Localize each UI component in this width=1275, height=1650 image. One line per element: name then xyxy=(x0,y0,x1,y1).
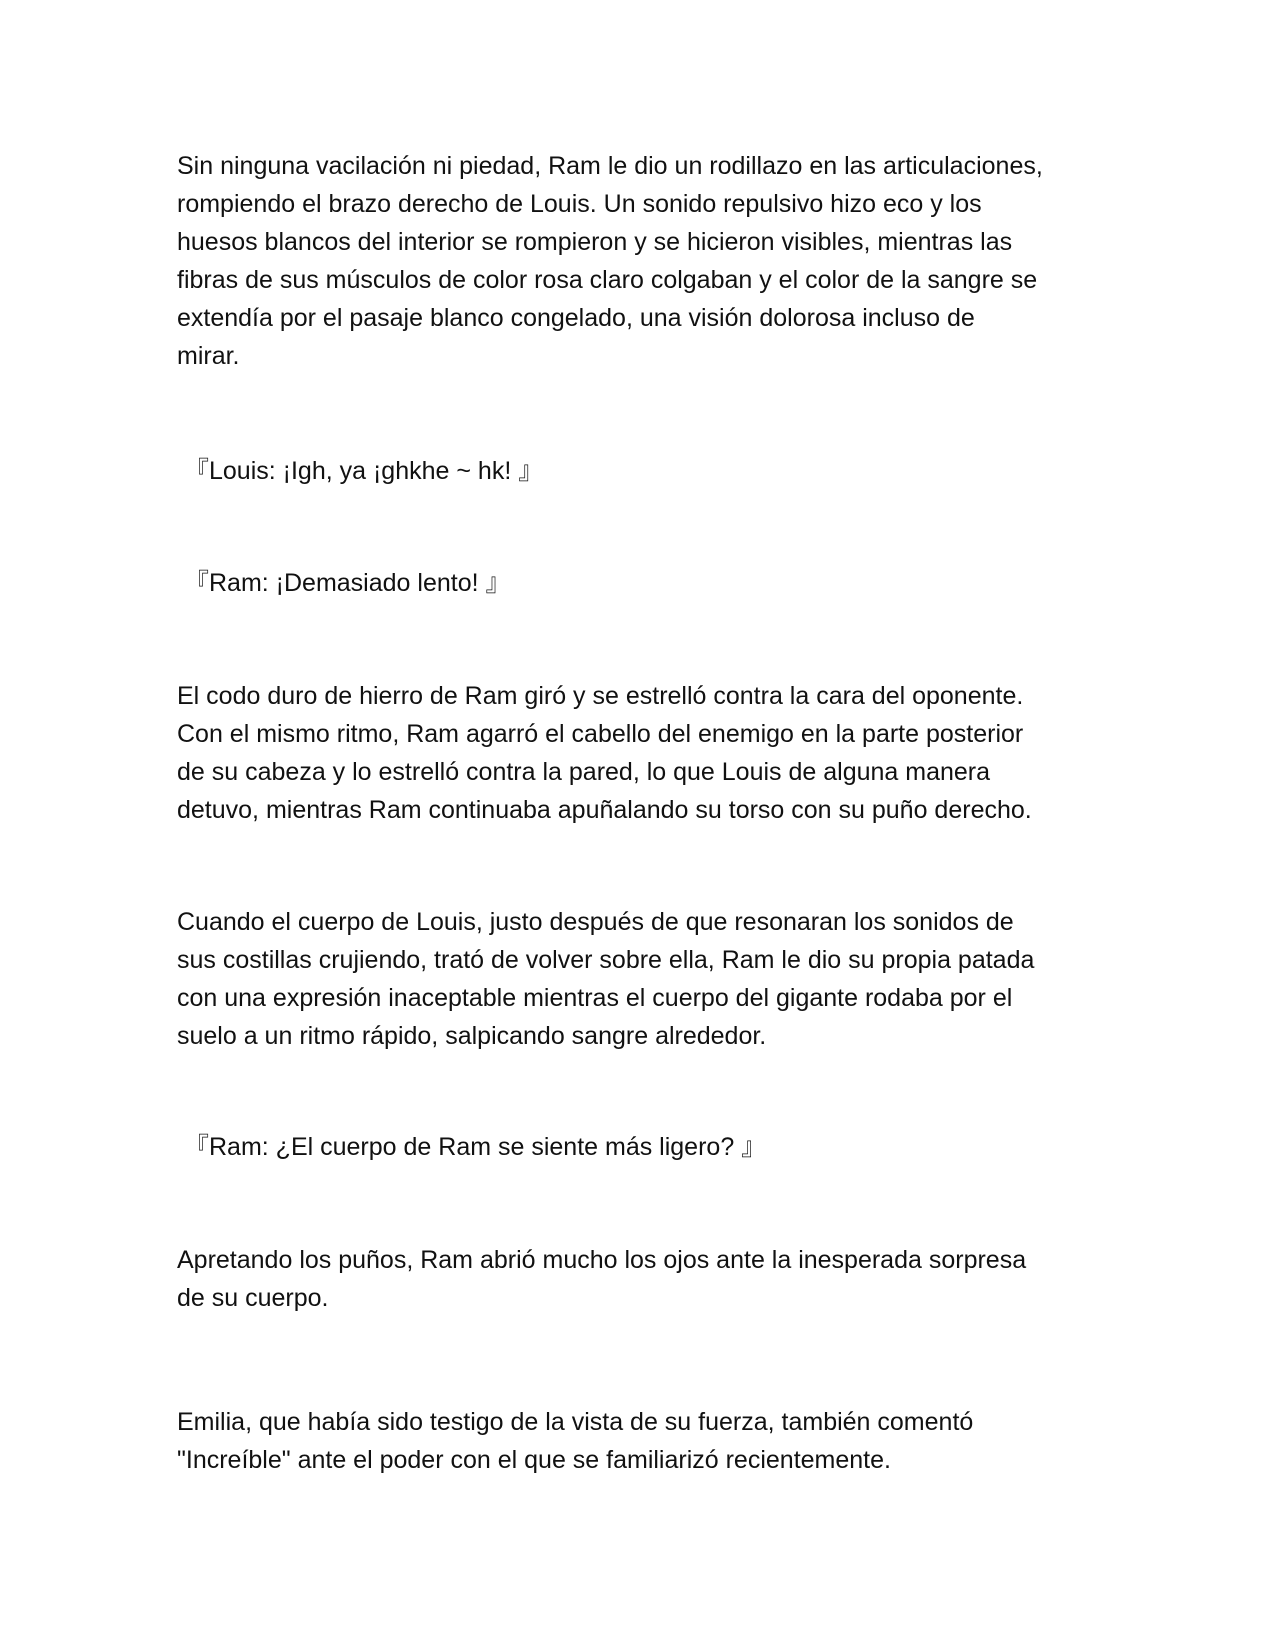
text-line: "Increíble" ante el poder con el que se familiarizó recientemente. xyxy=(177,1446,891,1474)
text-line: fibras de sus músculos de color rosa claro colgaban y el color de la sangre se xyxy=(177,266,1038,294)
paragraph-2 xyxy=(177,677,1107,829)
paragraph-1 xyxy=(177,147,1107,375)
text-line: Con el mismo ritmo, Ram agarró el cabello del enemigo en la parte posterior xyxy=(177,720,1024,748)
text-line: rompiendo el brazo derecho de Louis. Un sonido repulsivo hizo eco y los xyxy=(177,190,982,218)
dialogue-ram-2: 『Ram: ¿El cuerpo de Ram se siente más ligero? 』 xyxy=(184,1133,767,1161)
text-line: sus costillas crujiendo, trató de volver sobre ella, Ram le dio su propia patada xyxy=(177,946,1035,974)
text-line: El codo duro de hierro de Ram giró y se estrelló contra la cara del oponente. xyxy=(177,682,1024,710)
text-line: mirar. xyxy=(177,342,240,370)
text-line: de su cabeza y lo estrelló contra la pared, lo que Louis de alguna manera xyxy=(177,758,991,786)
text-line: Emilia, que había sido testigo de la vista de su fuerza, también comentó xyxy=(177,1408,974,1436)
text-line: Apretando los puños, Ram abrió mucho los ojos ante la inesperada sorpresa xyxy=(177,1246,1027,1274)
paragraph-3 xyxy=(177,903,1107,1055)
paragraph-5 xyxy=(177,1403,1107,1479)
text-line: Cuando el cuerpo de Louis, justo después de que resonaran los sonidos de xyxy=(177,908,1014,936)
text-line: detuvo, mientras Ram continuaba apuñalando su torso con su puño derecho. xyxy=(177,796,1032,824)
dialogue-ram-1: 『Ram: ¡Demasiado lento! 』 xyxy=(184,569,511,597)
text-line: Sin ninguna vacilación ni piedad, Ram le dio un rodillazo en las articulaciones, xyxy=(177,152,1043,180)
dialogue-louis: 『Louis: ¡Igh, ya ¡ghkhe ~ hk! 』 xyxy=(184,457,544,485)
text-line: con una expresión inaceptable mientras el cuerpo del gigante rodaba por el xyxy=(177,984,1013,1012)
text-line: extendía por el pasaje blanco congelado, una visión dolorosa incluso de xyxy=(177,304,975,332)
text-line: de su cuerpo. xyxy=(177,1284,329,1312)
text-line: huesos blancos del interior se rompieron y se hicieron visibles, mientras las xyxy=(177,228,1013,256)
text-line: suelo a un ritmo rápido, salpicando sangre alrededor. xyxy=(177,1022,767,1050)
paragraph-4 xyxy=(177,1241,1107,1317)
